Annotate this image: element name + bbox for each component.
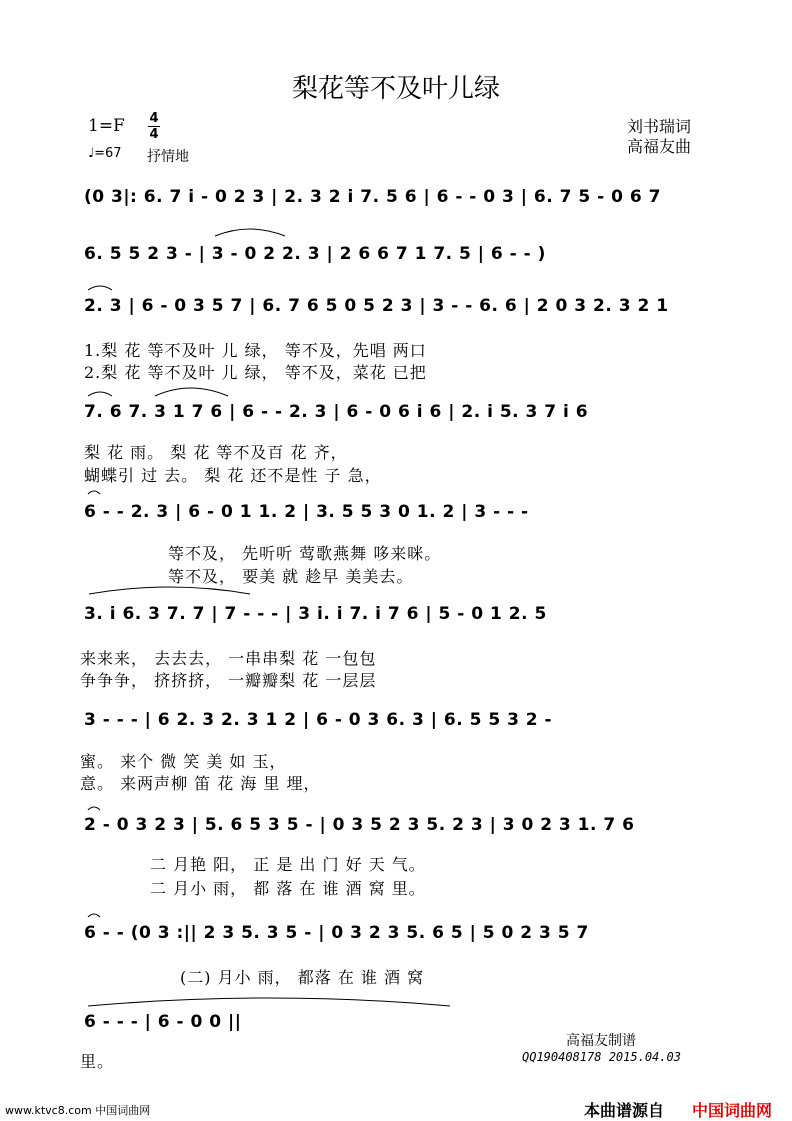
lyric-line-9-1: (二) 月小 雨， 都落 在 谁 酒 窝	[180, 968, 425, 987]
arranger-credit: 高福友制谱	[566, 1033, 636, 1049]
lyric-line-5-2: 等不及， 要美 就 趁早 美美去。	[168, 567, 414, 586]
slur	[88, 998, 450, 1006]
slur	[88, 807, 100, 810]
lyric-line-6-2: 争争争， 挤挤挤， 一瓣瓣梨 花 一层层	[80, 671, 377, 690]
lyric-line-3-2: 2.梨 花 等不及叶 儿 绿， 等不及，菜花 已把	[84, 363, 427, 382]
lyric-line-8-2: 二 月小 雨， 都 落 在 谁 酒 窝 里。	[150, 879, 426, 898]
lyric-line-6-1: 来来来， 去去去， 一串串梨 花 一包包	[80, 649, 377, 668]
slur	[88, 491, 100, 494]
notation-row-6: 3. i 6. 3 7. 7 | 7 - - - | 3 i. i 7. i 7 6 | 5 - 0 1 2. 5	[84, 604, 547, 624]
lyric-line-7-2: 意。 来两声柳 笛 花 海 里 埋，	[80, 774, 321, 793]
contact-info: QQ190408178 2015.04.03	[522, 1050, 681, 1064]
notation-row-9: 6 - - (0 3 :|| 2 3 5. 3 5 - | 0 3 2 3 5. 6 5 | 5 0 2 3 5 7	[84, 923, 589, 943]
notation-row-8: 2 - 0 3 2 3 | 5. 6 5 3 5 - | 0 3 5 2 3 5. 2 3 | 3 0 2 3 1. 7 6	[84, 815, 635, 835]
slur	[88, 914, 100, 917]
tempo-marking: ♩=67	[88, 146, 122, 161]
lyric-line-4-1: 梨 花 雨。 梨 花 等不及百 花 齐，	[84, 443, 348, 462]
slur	[89, 587, 250, 594]
composer-credit: 高福友曲	[627, 137, 692, 156]
lyric-line-10-1: 里。	[80, 1052, 115, 1071]
notation-row-4: 7. 6 7. 3 1 7 6 | 6 - - 2. 3 | 6 - 0 6 i 6 | 2. i 5. 3 7 i 6	[84, 402, 589, 422]
expression-marking: 抒情地	[147, 149, 189, 165]
notation-row-7: 3 - - - | 6 2. 3 2. 3 1 2 | 6 - 0 3 6. 3 | 6. 5 5 3 2 -	[84, 710, 553, 730]
slur	[215, 229, 285, 236]
notation-row-1: (0 3|: 6. 7 i - 0 2 3 | 2. 3 2 i 7. 5 6 | 6 - - 0 3 | 6. 7 5 - 0 6 7	[84, 187, 661, 207]
site-link-left[interactable]: www.ktvc8.com 中国词曲网	[5, 1104, 151, 1117]
notation-row-3: 2. 3 | 6 - 0 3 5 7 | 6. 7 6 5 0 5 2 3 | 3 - - 6. 6 | 2 0 3 2. 3 2 1	[84, 296, 669, 316]
lyric-line-5-1: 等不及， 先听听 莺歌燕舞 哆来咪。	[168, 544, 442, 563]
lyric-line-8-1: 二 月艳 阳， 正 是 出 门 好 天 气。	[150, 855, 426, 874]
lyric-line-4-2: 蝴蝶引 过 去。 梨 花 还不是性 子 急，	[84, 466, 382, 485]
source-label: 本曲谱源自	[584, 1101, 665, 1120]
notation-row-10: 6 - - - | 6 - 0 0 ||	[84, 1012, 242, 1032]
notation-row-2: 6. 5 5 2 3 - | 3 - 0 2 2. 3 | 2 6 6 7 1 7. 5 | 6 - - )	[84, 244, 546, 264]
page-title: 梨花等不及叶儿绿	[291, 74, 500, 104]
lyric-line-3-1: 1.梨 花 等不及叶 儿 绿， 等不及，先唱 两口	[84, 341, 427, 360]
source-site-link[interactable]: 中国词曲网	[692, 1101, 773, 1120]
time-signature-bottom: 4	[149, 127, 159, 142]
slur	[155, 388, 228, 396]
lyricist-credit: 刘书瑞词	[627, 117, 692, 136]
time-signature-top: 4	[149, 111, 159, 126]
key-signature: 1=F	[88, 116, 125, 136]
slur	[88, 392, 112, 396]
slur	[88, 286, 112, 290]
lyric-line-7-1: 蜜。 来个 微 笑 美 如 玉，	[80, 752, 287, 771]
notation-row-5: 6 - - 2. 3 | 6 - 0 1 1. 2 | 3. 5 5 3 0 1. 2 | 3 - - -	[84, 502, 529, 522]
